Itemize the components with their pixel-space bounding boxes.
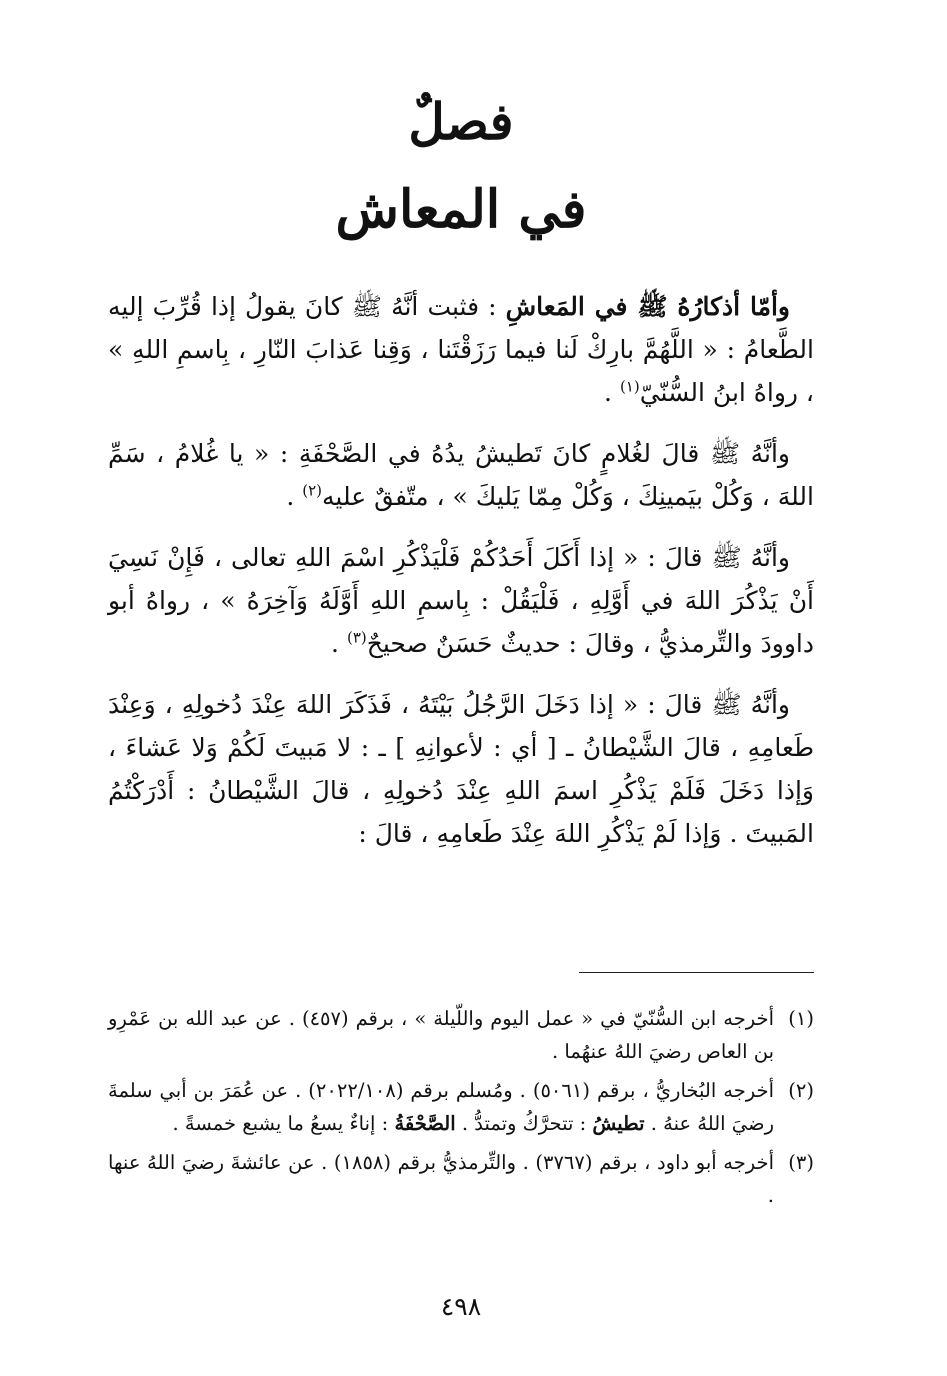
footnote-number: (٢): [788, 1079, 814, 1102]
footnote-definition: : تتحرَّكُ وتمتدُّ .: [455, 1112, 593, 1135]
footnote: [108, 1074, 814, 1140]
paragraph-text: وأنَّهُ ﷺ قالَ لغُلامٍ كانَ تَطيشُ يدُهُ في الصَّحْفَةِ : « يا غُلامُ ، سَمِّ اللهَ ، وَكُلْ بيَمينِكَ ، وَكُلْ مِمّا يَليكَ » ، متّفقٌ عليه: [108, 439, 814, 511]
paragraph-text: : فثبت أنَّهُ ﷺ كانَ يقولُ إذا قُرِّبَ إليه الطَّعامُ : « اللَّهُمَّ بارِكْ لَنا فيما رَزَقْتَنا ، وَقِنا عَذابَ النّارِ ، بِاسمِ اللهِ » ، رواهُ ابنُ السُّنّيّ: [108, 292, 814, 407]
chapter-label: فصلٌ: [408, 92, 514, 151]
footnote-ref: (١): [619, 377, 640, 396]
main-text: [108, 285, 814, 873]
chapter-title: في المعاش: [335, 179, 587, 240]
footnote-text: أخرجه أبو داود ، برقم (٣٧٦٧) . والتِّرمذيُّ برقم (١٨٥٨) . عن عائشةَ رضيَ اللهُ عنها .: [108, 1151, 774, 1207]
book-page: [108, 0, 814, 1376]
paragraph: [108, 536, 814, 665]
footnote-number: (١): [788, 1007, 814, 1030]
footnote-definition: : إناءٌ يسعُ ما يشبع خمسةً .: [172, 1112, 395, 1135]
paragraph: [108, 683, 814, 855]
footnote-number: (٣): [788, 1151, 814, 1174]
paragraph-text: وأنَّهُ ﷺ قالَ : « إذا دَخَلَ الرَّجُلُ بَيْتَهُ ، فَذَكَرَ اللهَ عِنْدَ دُخولِهِ ، وَعِنْدَ طَعامِهِ ، قالَ الشَّيْطانُ ـ [ أي : لأعوانِهِ ] ـ : لا مَبيتَ لَكُمْ وَلا عَشاءَ ، وَإذا دَخَلَ فَلَمْ يَذْكُرِ اسمَ اللهِ عِنْدَ دُخولِهِ ، قالَ الشَّيْطانُ : أَدْرَكْتُمُ المَبيتَ . وَإذا لَمْ يَذْكُرِ اللهَ عِنْدَ طَعامِهِ ، قالَ :: [108, 690, 814, 848]
footnote-term: الصَّحْفَةُ: [394, 1112, 456, 1135]
paragraph-end: .: [331, 629, 347, 658]
footnote-ref: (٢): [302, 481, 323, 500]
footnote-term: تطيشُ: [592, 1112, 645, 1135]
paragraph-end: .: [604, 378, 620, 407]
footnote-separator: [579, 972, 814, 973]
paragraph-lead: وأمّا أذكارُهُ ﷺ في المَعاشِ: [505, 292, 790, 321]
page-number: ٤٩٨: [440, 1292, 482, 1321]
footnote-text: أخرجه البُخاريُّ ، برقم (٥٠٦١) . ومُسلم برقم (٢٠٢٢/١٠٨) . عن عُمَرَ بن أبي سلمةَ رضيَ اللهُ عنهُ .: [108, 1079, 774, 1135]
paragraph: [108, 285, 814, 414]
footnote-ref: (٣): [346, 628, 367, 647]
footnote: [108, 1002, 814, 1068]
paragraph: [108, 432, 814, 518]
footnote-text: أخرجه ابن السُّنّيّ في « عمل اليوم واللّيلة » ، برقم (٤٥٧) . عن عبد الله بن عَمْرِو بن العاص رضيَ اللهُ عنهُما .: [108, 1007, 775, 1063]
paragraph-end: .: [286, 482, 303, 511]
paragraph-text: وأنَّهُ ﷺ قالَ : « إذا أَكَلَ أَحَدُكُمْ فَلْيَذْكُرِ اسْمَ اللهِ تعالى ، فَإِنْ نَسِيَ أَنْ يَذْكُرَ اللهَ في أَوَّلِهِ ، فَلْيَقُلْ : بِاسمِ اللهِ أَوَّلَهُ وَآخِرَهُ » ، رواهُ أبو داوودَ والتِّرمذيُّ ، وقالَ : حديثٌ حَسَنٌ صحيحٌ: [108, 543, 814, 658]
footnotes: [108, 1002, 814, 1218]
footnote-text-group: [108, 1074, 774, 1140]
footnote: [108, 1146, 814, 1212]
